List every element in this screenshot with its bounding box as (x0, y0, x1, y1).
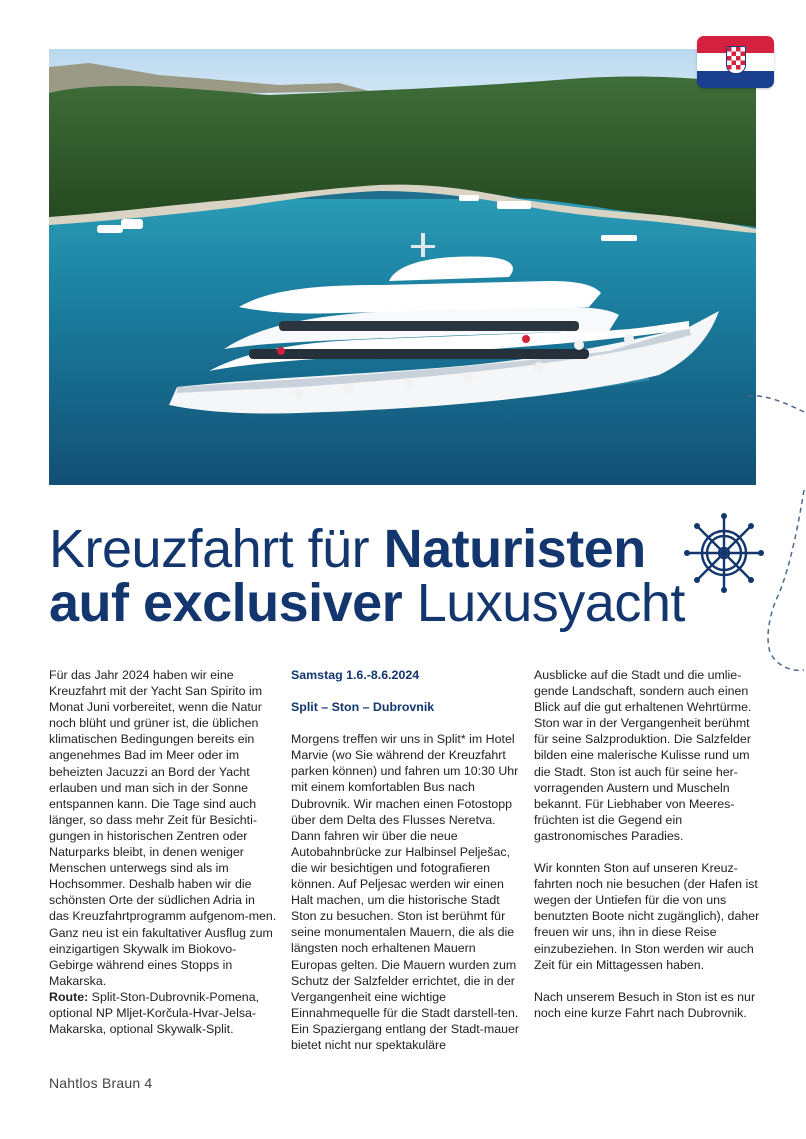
intro-paragraph: Für das Jahr 2024 haben wir eine Kreuzfahrt mit der Yacht San Spirito im Monat Juni vorbereitet, wenn die Natur noch blüht und grüner ist, die üblichen klimatischen Bedingungen bereits ein angenehmes Bad im Meer oder im beheizten Jacuzzi an Bord der Yacht erlauben und man sich in der Sonne entspannen kann. Die Tage sind auch länger, so dass mehr Zeit für Besichti-gungen in historischen Zentren oder Naturparks bleibt, in denen weniger Menschen unterwegs sind als im Hochsommer. Deshalb haben wir die schönsten Orte der südlichen Adria in das Kreuzfahrtprogramm aufgenom-men. Ganz neu ist ein fakultativer Ausflug zum einzigartigen Skywalk im Biokovo-Gebirge während eines Stopps in Makarska. (49, 668, 277, 988)
day1-paragraph: Morgens treffen wir uns in Split* im Hotel Marvie (wo Sie während der Kreuzfahrt parken können) und fahren um 10:30 Uhr mit einem komfortablen Bus nach Dubrovnik. Wir machen einen Fotostopp über dem Delta des Flusses Neretva. Dann fahren wir über die neue Autobahnbrücke zur Halbinsel Pelješac, die wir besichtigen und fotografieren können. Auf Peljesac werden wir einen Halt machen, um die historische Stadt Ston zu besuchen. Ston ist berühmt für seine monumentalen Mauern, die als die längsten noch erhaltenen Mauern Europas gelten. Die Mauern wurden zum Schutz der Salzfelder errichtet, die in der Vergangenheit eine wichtige Einnahmequelle für die Stadt darstell-ten. Ein Spaziergang entlang der Stadt-mauer bietet nicht nur spektakuläre (291, 732, 519, 1052)
page-title (49, 519, 685, 633)
route-label: Route: (49, 989, 89, 1004)
ship-wheel-icon (683, 512, 765, 594)
page-footer: Nahtlos Braun 4 (49, 1075, 153, 1091)
dubrovnik-paragraph: Nach unserem Besuch in Ston ist es nur noch eine kurze Fahrt nach Dubrovnik. (534, 989, 756, 1020)
ston-paragraph: Ausblicke auf die Stadt und die umlie-gende Landschaft, sondern auch einen Blick auf die gut erhaltenen Wehrtürme. Ston war in der Vergangenheit berühmt für seine Salzproduktion. Die Salzfelder bilden eine malerische Kulisse rund um die Stadt. Ston ist auch für seine her-vorragenden Austern und Muscheln bekannt. Für Liebhaber von Meeres-früchten ist die Gegend ein gastronomisches Paradies. (534, 668, 752, 843)
title-line1: Kreuzfahrt für Naturisten (49, 519, 646, 579)
yacht-illustration (49, 49, 756, 485)
text-column-2 (291, 667, 519, 1053)
itinerary-date: Samstag 1.6.-8.6.2024 (291, 668, 420, 682)
croatia-flag-icon (697, 36, 774, 88)
coat-of-arms-icon (726, 46, 746, 74)
text-column-3 (534, 667, 762, 1037)
route-paragraph (49, 989, 277, 1037)
route-text: Split-Ston-Dubrovnik-Pomena, optional NP Mljet-Korčula-Hvar-Jelsa-Makarska, optional Skywalk-Split. (49, 989, 260, 1037)
hero-photo-yacht (49, 49, 756, 485)
itinerary-stops: Split – Ston – Dubrovnik (291, 700, 435, 715)
ston-visit-paragraph: Wir konnten Ston auf unseren Kreuz-fahrten noch nie besuchen (der Hafen ist wegen der Untiefen für die von uns benutzten Boote nicht zugänglich), daher freuen wir uns, ihn in diese Reise einzubeziehen. In Ston werden wir auch Zeit für ein Mittagessen haben. (534, 861, 760, 972)
text-column-1 (49, 667, 277, 1037)
title-line2: auf exclusiver Luxusyacht (49, 573, 685, 633)
